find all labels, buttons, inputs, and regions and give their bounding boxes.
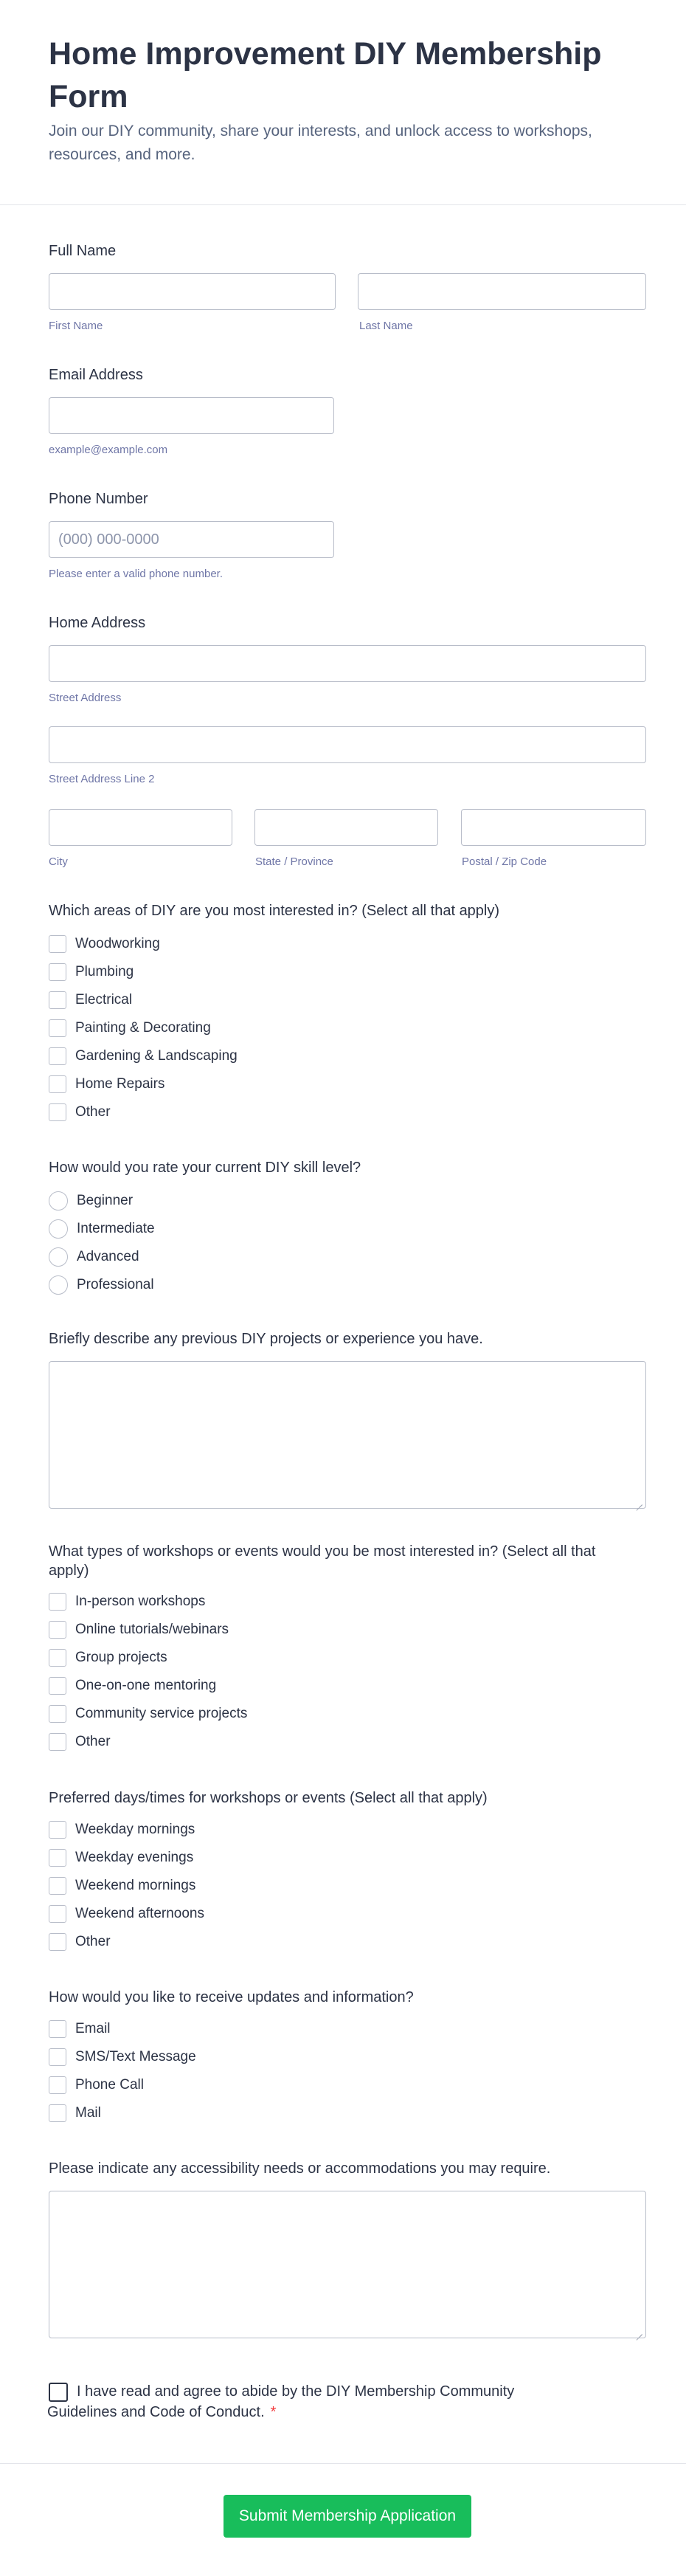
checkbox[interactable] <box>49 1933 66 1951</box>
checkbox[interactable] <box>49 1705 66 1723</box>
diy-areas-label: Which areas of DIY are you most interested in? (Select all that apply) <box>49 903 500 919</box>
option-label: In-person workshops <box>75 1594 206 1609</box>
checkbox[interactable] <box>49 1103 66 1121</box>
state-input[interactable] <box>254 809 438 846</box>
checkbox[interactable] <box>49 1733 66 1751</box>
radio-button[interactable] <box>49 1191 68 1210</box>
checkbox[interactable] <box>49 963 66 981</box>
option-label: Mail <box>75 2105 101 2121</box>
checkbox[interactable] <box>49 935 66 953</box>
option-label: Group projects <box>75 1650 167 1665</box>
radio-button[interactable] <box>49 1275 68 1295</box>
checkbox[interactable] <box>49 2104 66 2122</box>
checkbox[interactable] <box>49 1019 66 1037</box>
preferred-time-option[interactable] <box>49 1876 195 1895</box>
workshop-type-option[interactable] <box>49 1648 167 1667</box>
zip-input[interactable] <box>461 809 646 846</box>
checkbox[interactable] <box>49 1677 66 1695</box>
phone-input[interactable] <box>49 521 334 558</box>
checkbox[interactable] <box>49 1621 66 1639</box>
option-label: Intermediate <box>77 1221 155 1236</box>
required-asterisk: * <box>270 2404 277 2420</box>
agreement-checkbox[interactable] <box>49 2383 68 2402</box>
radio-button[interactable] <box>49 1247 68 1267</box>
zip-sublabel: Postal / Zip Code <box>462 855 547 868</box>
footer-divider <box>0 2463 686 2464</box>
accessibility-label: Please indicate any accessibility needs or accommodations you may require. <box>49 2160 551 2177</box>
diy-area-option[interactable] <box>49 1075 164 1094</box>
workshop-type-option[interactable] <box>49 1620 229 1639</box>
radio-button[interactable] <box>49 1219 68 1239</box>
option-label: Weekend afternoons <box>75 1906 204 1921</box>
experience-label: Briefly describe any previous DIY projects or experience you have. <box>49 1331 483 1347</box>
agreement-text-cont <box>47 2402 276 2422</box>
option-label: Phone Call <box>75 2077 144 2093</box>
resize-handle-icon[interactable] <box>636 1498 643 1506</box>
checkbox[interactable] <box>49 1877 66 1895</box>
checkbox[interactable] <box>49 2048 66 2066</box>
form-header <box>0 0 686 205</box>
option-label: Electrical <box>75 992 133 1008</box>
update-method-option[interactable] <box>49 2104 101 2123</box>
email-input[interactable] <box>49 397 334 434</box>
option-label: Weekday evenings <box>75 1850 194 1865</box>
checkbox[interactable] <box>49 1905 66 1923</box>
updates-label: How would you like to receive updates and information? <box>49 1989 414 2005</box>
street-address-line2-sublabel: Street Address Line 2 <box>49 773 155 785</box>
skill-level-option[interactable] <box>49 1191 133 1210</box>
form-title: Home Improvement DIY Membership Form <box>49 36 602 114</box>
option-label: Woodworking <box>75 936 160 951</box>
workshop-types-label: What types of workshops or events would you be most interested in? (Select all that <box>49 1543 596 1560</box>
checkbox[interactable] <box>49 2076 66 2094</box>
option-label: Professional <box>77 1277 154 1292</box>
accessibility-textarea[interactable] <box>49 2191 646 2338</box>
preferred-time-option[interactable] <box>49 1904 204 1924</box>
option-label: Painting & Decorating <box>75 1020 211 1036</box>
workshop-types-label-cont: apply) <box>49 1563 89 1579</box>
skill-level-option[interactable] <box>49 1247 139 1267</box>
workshop-type-option[interactable] <box>49 1704 247 1723</box>
option-label: Other <box>75 1934 111 1949</box>
option-label: Advanced <box>77 1249 139 1264</box>
diy-area-option[interactable] <box>49 962 134 982</box>
diy-area-option[interactable] <box>49 1103 111 1122</box>
full-name-label: Full Name <box>49 243 117 259</box>
checkbox[interactable] <box>49 1849 66 1867</box>
preferred-time-option[interactable] <box>49 1820 195 1839</box>
phone-sublabel: Please enter a valid phone number. <box>49 568 223 580</box>
checkbox[interactable] <box>49 1649 66 1667</box>
option-label: Beginner <box>77 1193 134 1208</box>
update-method-option[interactable] <box>49 2048 196 2067</box>
email-label: Email Address <box>49 367 143 383</box>
phone-label: Phone Number <box>49 491 148 507</box>
form-subtitle: Join our DIY community, share your interests, and unlock access to workshops, resources, and more. <box>49 123 592 163</box>
resize-handle-icon[interactable] <box>636 2328 643 2335</box>
city-input[interactable] <box>49 809 232 846</box>
option-label: Online tutorials/webinars <box>75 1622 229 1637</box>
checkbox[interactable] <box>49 1593 66 1611</box>
option-label: SMS/Text Message <box>75 2049 196 2064</box>
experience-textarea[interactable] <box>49 1361 646 1509</box>
email-sublabel: example@example.com <box>49 444 168 456</box>
preferred-time-option[interactable] <box>49 1932 111 1952</box>
diy-area-option[interactable] <box>49 1047 238 1066</box>
diy-area-option[interactable] <box>49 991 132 1010</box>
preferred-times-label: Preferred days/times for workshops or events (Select all that apply) <box>49 1790 488 1806</box>
last-name-input[interactable] <box>358 273 646 310</box>
agreement-text: I have read and agree to abide by the DIY Membership Community <box>77 2383 515 2400</box>
diy-area-option[interactable] <box>49 934 160 954</box>
option-label: Community service projects <box>75 1706 248 1721</box>
street-address-input[interactable] <box>49 645 646 682</box>
option-label: One-on-one mentoring <box>75 1678 217 1693</box>
option-label: Other <box>75 1734 111 1749</box>
checkbox[interactable] <box>49 991 66 1009</box>
diy-area-option[interactable] <box>49 1019 211 1038</box>
workshop-type-option[interactable] <box>49 1592 205 1611</box>
last-name-sublabel: Last Name <box>359 320 413 332</box>
checkbox[interactable] <box>49 2020 66 2038</box>
update-method-option[interactable] <box>49 2019 111 2039</box>
option-label: Other <box>75 1104 111 1120</box>
skill-level-option[interactable] <box>49 1219 155 1239</box>
skill-level-label: How would you rate your current DIY skill level? <box>49 1160 361 1176</box>
street-address-line2-input[interactable] <box>49 726 646 763</box>
city-sublabel: City <box>49 855 68 868</box>
workshop-type-option[interactable] <box>49 1732 111 1752</box>
workshop-type-option[interactable] <box>49 1676 216 1695</box>
first-name-input[interactable] <box>49 273 336 310</box>
option-label: Weekend mornings <box>75 1878 196 1893</box>
checkbox[interactable] <box>49 1047 66 1065</box>
agreement-text-end: Guidelines and Code of Conduct. <box>47 2404 265 2420</box>
first-name-sublabel: First Name <box>49 320 103 332</box>
option-label: Home Repairs <box>75 1076 165 1092</box>
state-sublabel: State / Province <box>255 855 333 868</box>
checkbox[interactable] <box>49 1821 66 1839</box>
submit-button[interactable]: Submit Membership Application <box>224 2495 471 2538</box>
skill-level-option[interactable] <box>49 1275 154 1295</box>
street-address-sublabel: Street Address <box>49 692 122 704</box>
checkbox[interactable] <box>49 1075 66 1093</box>
preferred-time-option[interactable] <box>49 1848 193 1867</box>
option-label: Plumbing <box>75 964 134 979</box>
option-label: Gardening & Landscaping <box>75 1048 238 1064</box>
address-label: Home Address <box>49 615 146 631</box>
update-method-option[interactable] <box>49 2076 144 2095</box>
option-label: Weekday mornings <box>75 1822 195 1837</box>
option-label: Email <box>75 2021 111 2036</box>
